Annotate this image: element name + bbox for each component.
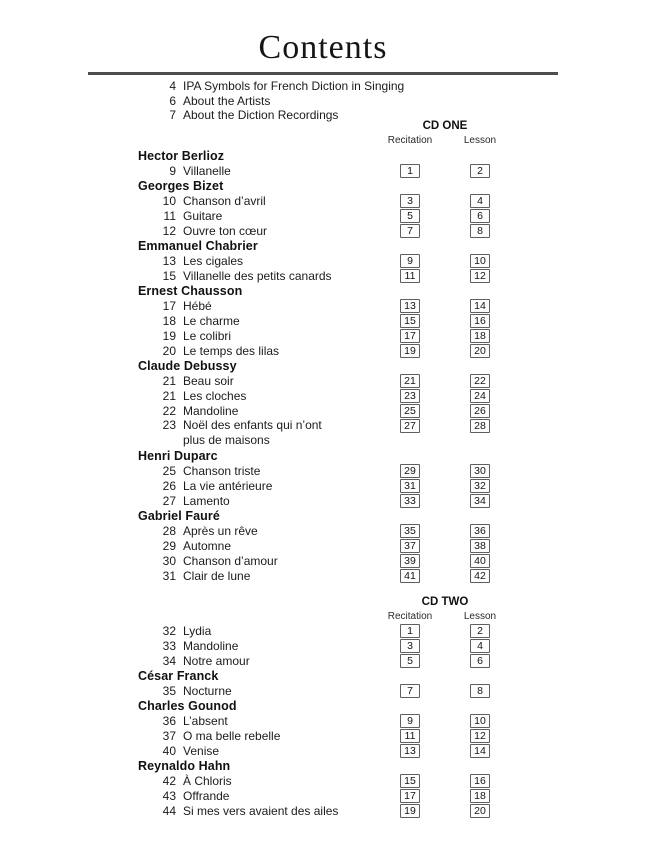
lesson-track-box: 36: [470, 524, 490, 538]
recitation-track-box: 17: [400, 329, 420, 343]
lesson-cell: [455, 224, 505, 238]
lesson-track-box: 10: [470, 254, 490, 268]
page-number: 40: [162, 743, 176, 758]
page-number: 4: [169, 79, 176, 94]
page-number: 34: [162, 653, 176, 668]
song-row: [0, 623, 648, 638]
lesson-track-box: 34: [470, 494, 490, 508]
composer-row: [0, 358, 648, 373]
lesson-track-box: 8: [470, 684, 490, 698]
recitation-column-header: Recitation: [387, 610, 433, 622]
recitation-track-box: 11: [400, 269, 420, 283]
recitation-track-box: 3: [400, 194, 420, 208]
lesson-track-box: 8: [470, 224, 490, 238]
song-title: Mandoline: [183, 638, 239, 653]
lesson-cell: [455, 639, 505, 653]
lesson-cell: [455, 374, 505, 388]
recitation-track-box: 37: [400, 539, 420, 553]
song-row: [0, 373, 648, 388]
page-number: 37: [162, 728, 176, 743]
song-row: [0, 253, 648, 268]
composer-row: [0, 668, 648, 683]
lesson-cell: [455, 684, 505, 698]
lesson-cell: [455, 714, 505, 728]
lesson-track-box: 2: [470, 164, 490, 178]
lesson-cell: [455, 744, 505, 758]
lesson-cell: [455, 654, 505, 668]
page-title: Contents: [258, 29, 388, 66]
song-row: [0, 788, 648, 803]
recitation-cell: [385, 314, 435, 328]
song-row: [0, 223, 648, 238]
recitation-cell: [385, 639, 435, 653]
lesson-cell: [455, 524, 505, 538]
lesson-track-box: 40: [470, 554, 490, 568]
page-number: 26: [162, 478, 176, 493]
song-title: Chanson d’amour: [183, 553, 278, 568]
page-number: 11: [163, 208, 176, 223]
lesson-track-box: 6: [470, 654, 490, 668]
song-row: [0, 388, 648, 403]
column-headers: [385, 134, 505, 148]
recitation-track-box: 11: [400, 729, 420, 743]
lesson-track-box: 32: [470, 479, 490, 493]
lesson-track-box: 30: [470, 464, 490, 478]
column-headers: [385, 610, 505, 624]
song-row: [0, 638, 648, 653]
song-title: Lydia: [183, 623, 212, 638]
lesson-cell: [455, 774, 505, 788]
recitation-cell: [385, 479, 435, 493]
lesson-track-box: 14: [470, 744, 490, 758]
lesson-cell: [455, 389, 505, 403]
cd-two-track-list: [0, 623, 648, 818]
recitation-cell: [385, 329, 435, 343]
lesson-track-box: 2: [470, 624, 490, 638]
lesson-track-box: 18: [470, 789, 490, 803]
lesson-cell: [455, 789, 505, 803]
page-number: 27: [162, 493, 176, 508]
lesson-cell: [455, 314, 505, 328]
column-header-gap: [435, 134, 455, 148]
song-title: L’absent: [183, 713, 228, 728]
recitation-track-box: 21: [400, 374, 420, 388]
song-title: Beau soir: [183, 373, 234, 388]
lesson-cell: [455, 269, 505, 283]
composer-row: [0, 178, 648, 193]
page-number: 22: [162, 403, 176, 418]
lesson-cell: [455, 418, 505, 433]
recitation-cell: [385, 389, 435, 403]
song-row: [0, 493, 648, 508]
song-row: [0, 743, 648, 758]
lesson-cell: [455, 329, 505, 343]
composer-row: [0, 448, 648, 463]
lesson-track-box: 4: [470, 194, 490, 208]
song-row: [0, 418, 648, 448]
lesson-track-box: 4: [470, 639, 490, 653]
song-row: [0, 773, 648, 788]
song-title: Le charme: [183, 313, 240, 328]
recitation-track-box: 35: [400, 524, 420, 538]
lesson-track-box: 14: [470, 299, 490, 313]
page-number: 25: [162, 463, 176, 478]
lesson-cell: [455, 479, 505, 493]
recitation-track-box: 41: [400, 569, 420, 583]
cd-label: CD ONE: [422, 120, 468, 132]
lesson-track-box: 12: [470, 729, 490, 743]
lesson-cell: [455, 554, 505, 568]
recitation-cell: [385, 729, 435, 743]
song-title: Ouvre ton cœur: [183, 223, 268, 238]
song-row: [0, 328, 648, 343]
composer-name: Henri Duparc: [138, 448, 218, 463]
recitation-cell: [385, 209, 435, 223]
song-title: Le temps des lilas: [183, 343, 280, 358]
composer-row: [0, 698, 648, 713]
composer-row: [0, 758, 648, 773]
lesson-cell: [455, 494, 505, 508]
song-row: [0, 803, 648, 818]
page-number: 30: [162, 553, 176, 568]
song-title: Guitare: [183, 208, 223, 223]
composer-row: [0, 508, 648, 523]
song-row: [0, 208, 648, 223]
song-title: Lamento: [183, 493, 230, 508]
recitation-track-box: 31: [400, 479, 420, 493]
lesson-cell: [455, 344, 505, 358]
recitation-track-box: 19: [400, 344, 420, 358]
song-row: [0, 478, 648, 493]
front-matter-row: [0, 79, 648, 94]
song-title: Notre amour: [183, 653, 250, 668]
song-row: [0, 343, 648, 358]
front-matter-title: IPA Symbols for French Diction in Singing: [183, 79, 405, 94]
lesson-cell: [455, 254, 505, 268]
page-number: 21: [162, 388, 176, 403]
front-matter-title: About the Artists: [183, 93, 271, 108]
song-row: [0, 568, 648, 583]
recitation-track-box: 13: [400, 744, 420, 758]
lesson-track-box: 12: [470, 269, 490, 283]
composer-name: Hector Berlioz: [138, 148, 225, 163]
recitation-track-box: 17: [400, 789, 420, 803]
recitation-track-box: 27: [400, 419, 420, 433]
song-title: À Chloris: [183, 773, 232, 788]
lesson-cell: [455, 539, 505, 553]
recitation-track-box: 13: [400, 299, 420, 313]
lesson-track-box: 26: [470, 404, 490, 418]
recitation-cell: [385, 684, 435, 698]
recitation-track-box: 9: [400, 254, 420, 268]
page-number: 12: [162, 223, 176, 238]
page-number: 23: [162, 418, 176, 432]
lesson-track-box: 20: [470, 344, 490, 358]
song-title: Automne: [183, 538, 232, 553]
composer-name: Ernest Chausson: [138, 283, 243, 298]
page-number: 32: [162, 623, 176, 638]
recitation-track-box: 5: [400, 654, 420, 668]
lesson-track-box: 18: [470, 329, 490, 343]
recitation-track-box: 1: [400, 624, 420, 638]
page-number: 20: [162, 343, 176, 358]
recitation-cell: [385, 194, 435, 208]
recitation-cell: [385, 569, 435, 583]
song-title: Après un rêve: [183, 523, 258, 538]
lesson-track-box: 10: [470, 714, 490, 728]
song-title: La vie antérieure: [183, 478, 273, 493]
song-title: Les cigales: [183, 253, 244, 268]
recitation-cell: [385, 164, 435, 178]
lesson-track-box: 16: [470, 774, 490, 788]
page-number: 33: [162, 638, 176, 653]
composer-name: Claude Debussy: [138, 358, 237, 373]
song-title: O ma belle rebelle: [183, 728, 281, 743]
recitation-cell: [385, 404, 435, 418]
lesson-track-box: 28: [470, 419, 490, 433]
recitation-track-box: 1: [400, 164, 420, 178]
lesson-track-box: 20: [470, 804, 490, 818]
page-number: 19: [162, 328, 176, 343]
recitation-track-box: 9: [400, 714, 420, 728]
song-title: Chanson triste: [183, 463, 261, 478]
song-title: Nocturne: [183, 683, 232, 698]
recitation-column-header: Recitation: [387, 134, 433, 146]
cd-one-header: [0, 120, 648, 147]
recitation-cell: [385, 224, 435, 238]
recitation-track-box: 5: [400, 209, 420, 223]
composer-name: Charles Gounod: [138, 698, 237, 713]
lesson-track-box: 6: [470, 209, 490, 223]
lesson-cell: [455, 464, 505, 478]
song-row: [0, 713, 648, 728]
composer-name: Gabriel Fauré: [138, 508, 220, 523]
song-row: [0, 298, 648, 313]
song-row: [0, 163, 648, 178]
recitation-track-box: 3: [400, 639, 420, 653]
song-title: [183, 418, 385, 447]
song-row: [0, 268, 648, 283]
recitation-track-box: 7: [400, 684, 420, 698]
page-number: 28: [162, 523, 176, 538]
lesson-track-box: 38: [470, 539, 490, 553]
page-number: 21: [162, 373, 176, 388]
song-row: [0, 313, 648, 328]
composer-row: [0, 283, 648, 298]
recitation-cell: [385, 554, 435, 568]
recitation-track-box: 19: [400, 804, 420, 818]
composer-name: César Franck: [138, 668, 219, 683]
recitation-cell: [385, 299, 435, 313]
recitation-track-box: 15: [400, 314, 420, 328]
composer-row: [0, 238, 648, 253]
lesson-column-header: Lesson: [463, 610, 497, 622]
song-title-line-1: Noël des enfants qui n’ont: [183, 418, 322, 432]
lesson-track-box: 16: [470, 314, 490, 328]
song-title-line-2: plus de maisons: [183, 432, 270, 447]
song-row: [0, 403, 648, 418]
song-row: [0, 193, 648, 208]
page-number: 7: [169, 108, 176, 123]
song-title: Le colibri: [183, 328, 232, 343]
page-number: 15: [162, 268, 176, 283]
recitation-cell: [385, 774, 435, 788]
song-title: Villanelle des petits canards: [183, 268, 332, 283]
recitation-cell: [385, 714, 435, 728]
page-number: 44: [162, 803, 176, 818]
title-rule: [88, 72, 558, 75]
recitation-track-box: 33: [400, 494, 420, 508]
lesson-track-box: 24: [470, 389, 490, 403]
lesson-column-header: Lesson: [463, 134, 497, 146]
front-matter-title: About the Diction Recordings: [183, 108, 339, 123]
page-number: 29: [162, 538, 176, 553]
page-number: 17: [162, 298, 176, 313]
song-title: Les cloches: [183, 388, 247, 403]
cd-one-track-list: [0, 148, 648, 583]
composer-row: [0, 148, 648, 163]
page-number: 43: [162, 788, 176, 803]
lesson-cell: [455, 164, 505, 178]
page-number: 31: [162, 568, 176, 583]
song-row: [0, 523, 648, 538]
song-row: [0, 683, 648, 698]
recitation-cell: [385, 744, 435, 758]
recitation-cell: [385, 254, 435, 268]
lesson-cell: [455, 209, 505, 223]
recitation-cell: [385, 624, 435, 638]
song-title: Mandoline: [183, 403, 239, 418]
page-number: 6: [169, 93, 176, 108]
composer-name: Reynaldo Hahn: [138, 758, 231, 773]
song-title: Villanelle: [183, 163, 231, 178]
song-row: [0, 728, 648, 743]
composer-name: Georges Bizet: [138, 178, 224, 193]
cd-label: CD TWO: [421, 596, 469, 608]
lesson-cell: [455, 194, 505, 208]
recitation-cell: [385, 654, 435, 668]
composer-name: Emmanuel Chabrier: [138, 238, 258, 253]
song-title: Chanson d’avril: [183, 193, 266, 208]
song-title: Si mes vers avaient des ailes: [183, 803, 339, 818]
lesson-cell: [455, 404, 505, 418]
recitation-cell: [385, 344, 435, 358]
recitation-track-box: 15: [400, 774, 420, 788]
song-row: [0, 653, 648, 668]
cd-two-header: [0, 596, 648, 623]
lesson-cell: [455, 624, 505, 638]
page-number: 9: [169, 163, 176, 178]
page-number: 10: [162, 193, 176, 208]
recitation-cell: [385, 418, 435, 433]
recitation-track-box: 39: [400, 554, 420, 568]
page-number: 42: [162, 773, 176, 788]
lesson-track-box: 42: [470, 569, 490, 583]
front-matter-list: [0, 79, 648, 123]
recitation-cell: [385, 464, 435, 478]
column-header-gap: [435, 610, 455, 624]
lesson-track-box: 22: [470, 374, 490, 388]
recitation-track-box: 23: [400, 389, 420, 403]
lesson-cell: [455, 729, 505, 743]
recitation-track-box: 25: [400, 404, 420, 418]
song-title: Offrande: [183, 788, 230, 803]
recitation-cell: [385, 539, 435, 553]
page-number: 18: [162, 313, 176, 328]
song-row: [0, 538, 648, 553]
song-title: Hébé: [183, 298, 212, 313]
recitation-track-box: 29: [400, 464, 420, 478]
recitation-cell: [385, 374, 435, 388]
page-number: 36: [162, 713, 176, 728]
page-number: 35: [162, 683, 176, 698]
recitation-track-box: 7: [400, 224, 420, 238]
recitation-cell: [385, 524, 435, 538]
song-title: Clair de lune: [183, 568, 251, 583]
page-number: 13: [162, 253, 176, 268]
song-title: Venise: [183, 743, 220, 758]
front-matter-row: [0, 94, 648, 109]
song-row: [0, 553, 648, 568]
lesson-cell: [455, 804, 505, 818]
recitation-cell: [385, 804, 435, 818]
lesson-cell: [455, 299, 505, 313]
recitation-cell: [385, 269, 435, 283]
recitation-cell: [385, 789, 435, 803]
song-row: [0, 463, 648, 478]
lesson-cell: [455, 569, 505, 583]
recitation-cell: [385, 494, 435, 508]
